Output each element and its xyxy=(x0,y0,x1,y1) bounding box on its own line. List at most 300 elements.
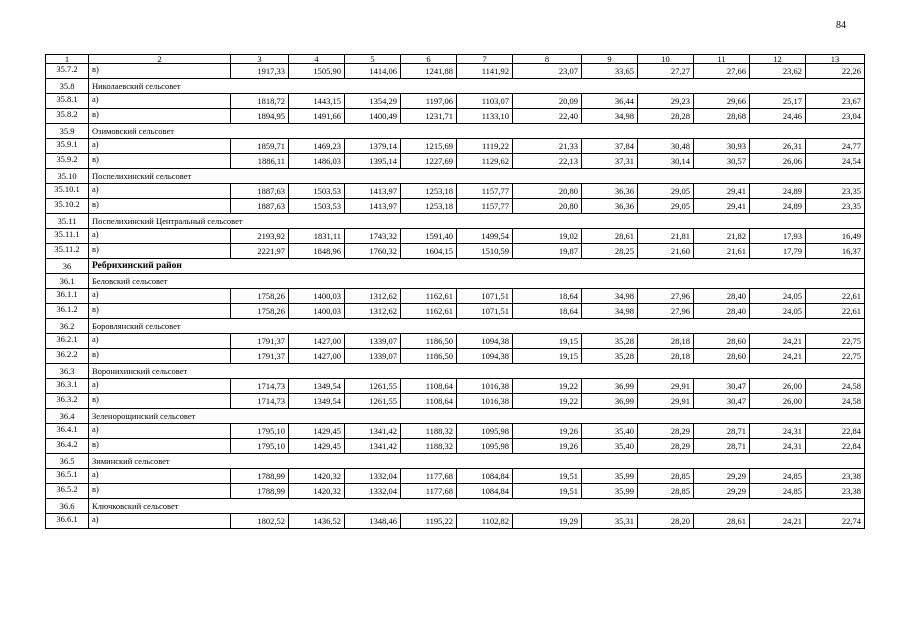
value-cell: 29,91 xyxy=(638,379,694,394)
value-cell: 28,61 xyxy=(582,229,638,244)
value-cell: 29,23 xyxy=(638,94,694,109)
value-cell: 30,93 xyxy=(694,139,750,154)
value-cell: 28,71 xyxy=(694,439,750,454)
value-cell: 29,05 xyxy=(638,199,694,214)
value-cell: 1016,38 xyxy=(457,394,513,409)
value-cell: 22,74 xyxy=(806,514,865,529)
value-cell: 28,18 xyxy=(638,334,694,349)
value-cell: 29,29 xyxy=(694,484,750,499)
row-label: а) xyxy=(89,289,231,304)
table-row xyxy=(46,514,865,529)
value-cell: 1195,22 xyxy=(401,514,457,529)
value-cell: 1429,45 xyxy=(289,424,345,439)
value-cell: 16,49 xyxy=(806,229,865,244)
row-label: в) xyxy=(89,304,231,319)
row-code: 35.10.1 xyxy=(46,184,89,199)
table-row xyxy=(46,334,865,349)
section-row xyxy=(46,124,865,139)
row-code: 35.9.1 xyxy=(46,139,89,154)
value-cell: 1186,50 xyxy=(401,349,457,364)
column-header: 6 xyxy=(401,55,457,64)
value-cell: 1917,33 xyxy=(231,64,289,79)
row-code: 35.8.2 xyxy=(46,109,89,124)
value-cell: 18,64 xyxy=(513,289,582,304)
value-cell: 1802,52 xyxy=(231,514,289,529)
value-cell: 21,33 xyxy=(513,139,582,154)
value-cell: 1162,61 xyxy=(401,289,457,304)
value-cell: 1253,18 xyxy=(401,184,457,199)
value-cell: 1760,32 xyxy=(345,244,401,259)
section-title: Боровлянский сельсовет xyxy=(89,319,865,334)
value-cell: 1071,51 xyxy=(457,304,513,319)
value-cell: 37,84 xyxy=(582,139,638,154)
row-label: в) xyxy=(89,199,231,214)
value-cell: 1831,11 xyxy=(289,229,345,244)
column-header: 2 xyxy=(89,55,231,64)
value-cell: 22,84 xyxy=(806,424,865,439)
value-cell: 23,04 xyxy=(806,109,865,124)
value-cell: 23,35 xyxy=(806,199,865,214)
value-cell: 22,75 xyxy=(806,349,865,364)
value-cell: 22,13 xyxy=(513,154,582,169)
value-cell: 26,00 xyxy=(750,379,806,394)
section-row xyxy=(46,454,865,469)
value-cell: 22,75 xyxy=(806,334,865,349)
value-cell: 28,40 xyxy=(694,304,750,319)
section-title: Озимовский сельсовет xyxy=(89,124,865,139)
section-code: 36.4 xyxy=(46,409,89,424)
row-label: а) xyxy=(89,469,231,484)
value-cell: 17,93 xyxy=(750,229,806,244)
value-cell: 1094,38 xyxy=(457,334,513,349)
table-row xyxy=(46,109,865,124)
value-cell: 1491,66 xyxy=(289,109,345,124)
value-cell: 28,29 xyxy=(638,439,694,454)
section-code: 36.3 xyxy=(46,364,89,379)
value-cell: 24,58 xyxy=(806,394,865,409)
table-row xyxy=(46,289,865,304)
value-cell: 1102,82 xyxy=(457,514,513,529)
section-title: Зеленорощинский сельсовет xyxy=(89,409,865,424)
value-cell: 21,82 xyxy=(694,229,750,244)
row-code: 36.5.1 xyxy=(46,469,89,484)
value-cell: 1341,42 xyxy=(345,424,401,439)
value-cell: 28,71 xyxy=(694,424,750,439)
table-row xyxy=(46,439,865,454)
section-title: Ребрихинский район xyxy=(89,259,865,274)
column-header: 7 xyxy=(457,55,513,64)
value-cell: 16,37 xyxy=(806,244,865,259)
value-cell: 17,79 xyxy=(750,244,806,259)
value-cell: 1227,69 xyxy=(401,154,457,169)
value-cell: 1758,26 xyxy=(231,304,289,319)
value-cell: 1129,62 xyxy=(457,154,513,169)
value-cell: 28,61 xyxy=(694,514,750,529)
section-row xyxy=(46,319,865,334)
value-cell: 2193,92 xyxy=(231,229,289,244)
row-code: 36.3.2 xyxy=(46,394,89,409)
value-cell: 29,05 xyxy=(638,184,694,199)
value-cell: 1791,37 xyxy=(231,349,289,364)
value-cell: 24,31 xyxy=(750,439,806,454)
row-label: в) xyxy=(89,244,231,259)
value-cell: 1413,97 xyxy=(345,199,401,214)
section-row xyxy=(46,79,865,94)
section-title: Ключковский сельсовет xyxy=(89,499,865,514)
value-cell: 28,29 xyxy=(638,424,694,439)
value-cell: 34,98 xyxy=(582,109,638,124)
value-cell: 36,99 xyxy=(582,394,638,409)
value-cell: 21,60 xyxy=(638,244,694,259)
value-cell: 1414,06 xyxy=(345,64,401,79)
row-code: 36.1.1 xyxy=(46,289,89,304)
value-cell: 19,15 xyxy=(513,334,582,349)
value-cell: 1859,71 xyxy=(231,139,289,154)
column-header: 12 xyxy=(750,55,806,64)
row-label: а) xyxy=(89,379,231,394)
value-cell: 1791,37 xyxy=(231,334,289,349)
value-cell: 20,09 xyxy=(513,94,582,109)
value-cell: 22,40 xyxy=(513,109,582,124)
section-code: 36.5 xyxy=(46,454,89,469)
value-cell: 1499,54 xyxy=(457,229,513,244)
table-row xyxy=(46,394,865,409)
value-cell: 1714,73 xyxy=(231,394,289,409)
section-title: Николаевский сельсовет xyxy=(89,79,865,94)
value-cell: 28,25 xyxy=(582,244,638,259)
value-cell: 1469,23 xyxy=(289,139,345,154)
value-cell: 1188,32 xyxy=(401,439,457,454)
section-row xyxy=(46,214,865,229)
page-number: 84 xyxy=(836,20,846,31)
value-cell: 23,67 xyxy=(806,94,865,109)
value-cell: 1400,49 xyxy=(345,109,401,124)
value-cell: 36,44 xyxy=(582,94,638,109)
section-row xyxy=(46,169,865,184)
value-cell: 1591,40 xyxy=(401,229,457,244)
value-cell: 1887,63 xyxy=(231,199,289,214)
row-label: в) xyxy=(89,484,231,499)
value-cell: 24,58 xyxy=(806,379,865,394)
value-cell: 1071,51 xyxy=(457,289,513,304)
table-body xyxy=(46,55,865,529)
value-cell: 1395,14 xyxy=(345,154,401,169)
value-cell: 1427,00 xyxy=(289,334,345,349)
value-cell: 24,05 xyxy=(750,304,806,319)
value-cell: 28,85 xyxy=(638,469,694,484)
value-cell: 1349,54 xyxy=(289,394,345,409)
value-cell: 1604,15 xyxy=(401,244,457,259)
section-row xyxy=(46,499,865,514)
value-cell: 27,96 xyxy=(638,289,694,304)
row-label: в) xyxy=(89,64,231,79)
table-row xyxy=(46,184,865,199)
row-code: 36.4.2 xyxy=(46,439,89,454)
value-cell: 1162,61 xyxy=(401,304,457,319)
value-cell: 1886,11 xyxy=(231,154,289,169)
value-cell: 1848,96 xyxy=(289,244,345,259)
table-row xyxy=(46,64,865,79)
value-cell: 19,15 xyxy=(513,349,582,364)
value-cell: 22,84 xyxy=(806,439,865,454)
value-cell: 1339,07 xyxy=(345,334,401,349)
value-cell: 1084,84 xyxy=(457,469,513,484)
value-cell: 23,38 xyxy=(806,484,865,499)
value-cell: 24,21 xyxy=(750,349,806,364)
value-cell: 22,61 xyxy=(806,304,865,319)
value-cell: 24,31 xyxy=(750,424,806,439)
value-cell: 23,62 xyxy=(750,64,806,79)
column-header: 4 xyxy=(289,55,345,64)
section-row xyxy=(46,364,865,379)
row-code: 36.4.1 xyxy=(46,424,89,439)
value-cell: 30,48 xyxy=(638,139,694,154)
table-row xyxy=(46,349,865,364)
row-label: а) xyxy=(89,514,231,529)
value-cell: 36,36 xyxy=(582,199,638,214)
value-cell: 19,22 xyxy=(513,379,582,394)
value-cell: 19,26 xyxy=(513,424,582,439)
table-row xyxy=(46,229,865,244)
column-header: 5 xyxy=(345,55,401,64)
value-cell: 1095,98 xyxy=(457,424,513,439)
column-header: 3 xyxy=(231,55,289,64)
table-row xyxy=(46,304,865,319)
table-row xyxy=(46,484,865,499)
column-header: 13 xyxy=(806,55,865,64)
value-cell: 1436,52 xyxy=(289,514,345,529)
value-cell: 1133,10 xyxy=(457,109,513,124)
value-cell: 37,31 xyxy=(582,154,638,169)
value-cell: 30,47 xyxy=(694,379,750,394)
value-cell: 24,89 xyxy=(750,184,806,199)
value-cell: 1177,68 xyxy=(401,469,457,484)
row-code: 36.6.1 xyxy=(46,514,89,529)
value-cell: 1758,26 xyxy=(231,289,289,304)
value-cell: 24,85 xyxy=(750,484,806,499)
table-row xyxy=(46,424,865,439)
row-label: в) xyxy=(89,349,231,364)
value-cell: 2221,97 xyxy=(231,244,289,259)
value-cell: 20,80 xyxy=(513,199,582,214)
value-cell: 30,57 xyxy=(694,154,750,169)
table-row xyxy=(46,139,865,154)
value-cell: 1400,03 xyxy=(289,289,345,304)
value-cell: 1253,18 xyxy=(401,199,457,214)
value-cell: 28,85 xyxy=(638,484,694,499)
column-header: 11 xyxy=(694,55,750,64)
section-code: 35.8 xyxy=(46,79,89,94)
value-cell: 1186,50 xyxy=(401,334,457,349)
value-cell: 24,54 xyxy=(806,154,865,169)
value-cell: 18,64 xyxy=(513,304,582,319)
value-cell: 1887,63 xyxy=(231,184,289,199)
value-cell: 24,77 xyxy=(806,139,865,154)
value-cell: 19,29 xyxy=(513,514,582,529)
section-title: Поспелихинский сельсовет xyxy=(89,169,865,184)
value-cell: 24,21 xyxy=(750,514,806,529)
value-cell: 19,51 xyxy=(513,469,582,484)
value-cell: 19,22 xyxy=(513,394,582,409)
tariff-table xyxy=(45,54,865,529)
section-row xyxy=(46,274,865,289)
value-cell: 1788,99 xyxy=(231,469,289,484)
value-cell: 29,66 xyxy=(694,94,750,109)
value-cell: 35,40 xyxy=(582,424,638,439)
value-cell: 1215,69 xyxy=(401,139,457,154)
value-cell: 36,36 xyxy=(582,184,638,199)
value-cell: 1788,99 xyxy=(231,484,289,499)
value-cell: 1312,62 xyxy=(345,289,401,304)
value-cell: 35,40 xyxy=(582,439,638,454)
value-cell: 1818,72 xyxy=(231,94,289,109)
section-code: 35.11 xyxy=(46,214,89,229)
value-cell: 19,87 xyxy=(513,244,582,259)
section-code: 36.2 xyxy=(46,319,89,334)
row-label: а) xyxy=(89,334,231,349)
value-cell: 28,20 xyxy=(638,514,694,529)
row-code: 35.11.2 xyxy=(46,244,89,259)
section-title: Поспелихинский Центральный сельсовет xyxy=(89,214,865,229)
value-cell: 28,60 xyxy=(694,349,750,364)
value-cell: 29,91 xyxy=(638,394,694,409)
value-cell: 1795,10 xyxy=(231,424,289,439)
table-row xyxy=(46,94,865,109)
column-header: 8 xyxy=(513,55,582,64)
value-cell: 28,60 xyxy=(694,334,750,349)
value-cell: 24,46 xyxy=(750,109,806,124)
value-cell: 1341,42 xyxy=(345,439,401,454)
value-cell: 28,18 xyxy=(638,349,694,364)
value-cell: 1379,14 xyxy=(345,139,401,154)
section-title: Воронихинский сельсовет xyxy=(89,364,865,379)
value-cell: 1177,68 xyxy=(401,484,457,499)
value-cell: 26,00 xyxy=(750,394,806,409)
value-cell: 1188,32 xyxy=(401,424,457,439)
value-cell: 1261,55 xyxy=(345,394,401,409)
value-cell: 1332,04 xyxy=(345,484,401,499)
value-cell: 1084,84 xyxy=(457,484,513,499)
value-cell: 23,07 xyxy=(513,64,582,79)
section-code: 35.10 xyxy=(46,169,89,184)
column-header: 1 xyxy=(46,55,89,64)
value-cell: 1241,88 xyxy=(401,64,457,79)
value-cell: 36,99 xyxy=(582,379,638,394)
row-code: 35.11.1 xyxy=(46,229,89,244)
value-cell: 28,40 xyxy=(694,289,750,304)
value-cell: 22,26 xyxy=(806,64,865,79)
section-row xyxy=(46,409,865,424)
value-cell: 28,68 xyxy=(694,109,750,124)
row-code: 35.10.2 xyxy=(46,199,89,214)
district-row xyxy=(46,259,865,274)
row-code: 36.5.2 xyxy=(46,484,89,499)
value-cell: 1486,03 xyxy=(289,154,345,169)
row-code: 36.3.1 xyxy=(46,379,89,394)
row-code: 35.7.2 xyxy=(46,64,89,79)
value-cell: 1095,98 xyxy=(457,439,513,454)
value-cell: 26,06 xyxy=(750,154,806,169)
value-cell: 1197,06 xyxy=(401,94,457,109)
value-cell: 27,27 xyxy=(638,64,694,79)
table-row xyxy=(46,244,865,259)
value-cell: 23,35 xyxy=(806,184,865,199)
value-cell: 1894,95 xyxy=(231,109,289,124)
row-label: а) xyxy=(89,184,231,199)
value-cell: 1108,64 xyxy=(401,394,457,409)
value-cell: 19,26 xyxy=(513,439,582,454)
value-cell: 33,65 xyxy=(582,64,638,79)
header-row xyxy=(46,55,865,64)
row-code: 36.1.2 xyxy=(46,304,89,319)
row-label: в) xyxy=(89,394,231,409)
value-cell: 1429,45 xyxy=(289,439,345,454)
value-cell: 21,81 xyxy=(638,229,694,244)
value-cell: 35,99 xyxy=(582,484,638,499)
value-cell: 1427,00 xyxy=(289,349,345,364)
value-cell: 1157,77 xyxy=(457,184,513,199)
value-cell: 25,17 xyxy=(750,94,806,109)
value-cell: 1413,97 xyxy=(345,184,401,199)
row-label: в) xyxy=(89,154,231,169)
value-cell: 19,02 xyxy=(513,229,582,244)
value-cell: 1016,38 xyxy=(457,379,513,394)
value-cell: 1505,90 xyxy=(289,64,345,79)
value-cell: 1141,92 xyxy=(457,64,513,79)
value-cell: 24,85 xyxy=(750,469,806,484)
value-cell: 34,98 xyxy=(582,304,638,319)
value-cell: 1108,64 xyxy=(401,379,457,394)
row-code: 36.2.2 xyxy=(46,349,89,364)
value-cell: 1400,03 xyxy=(289,304,345,319)
value-cell: 29,41 xyxy=(694,184,750,199)
value-cell: 24,05 xyxy=(750,289,806,304)
value-cell: 35,28 xyxy=(582,334,638,349)
value-cell: 1443,15 xyxy=(289,94,345,109)
row-code: 35.8.1 xyxy=(46,94,89,109)
column-header: 10 xyxy=(638,55,694,64)
section-title: Беловский сельсовет xyxy=(89,274,865,289)
column-header: 9 xyxy=(582,55,638,64)
value-cell: 19,51 xyxy=(513,484,582,499)
value-cell: 1231,71 xyxy=(401,109,457,124)
value-cell: 35,31 xyxy=(582,514,638,529)
value-cell: 27,66 xyxy=(694,64,750,79)
value-cell: 1420,32 xyxy=(289,484,345,499)
value-cell: 1119,22 xyxy=(457,139,513,154)
table-row xyxy=(46,154,865,169)
value-cell: 24,89 xyxy=(750,199,806,214)
value-cell: 22,61 xyxy=(806,289,865,304)
value-cell: 30,47 xyxy=(694,394,750,409)
value-cell: 1312,62 xyxy=(345,304,401,319)
value-cell: 20,80 xyxy=(513,184,582,199)
value-cell: 24,21 xyxy=(750,334,806,349)
section-code: 36.6 xyxy=(46,499,89,514)
section-code: 35.9 xyxy=(46,124,89,139)
value-cell: 1332,04 xyxy=(345,469,401,484)
value-cell: 28,28 xyxy=(638,109,694,124)
section-code: 36.1 xyxy=(46,274,89,289)
row-label: в) xyxy=(89,439,231,454)
value-cell: 27,96 xyxy=(638,304,694,319)
value-cell: 35,99 xyxy=(582,469,638,484)
value-cell: 1339,07 xyxy=(345,349,401,364)
value-cell: 1261,55 xyxy=(345,379,401,394)
row-label: а) xyxy=(89,424,231,439)
value-cell: 1743,32 xyxy=(345,229,401,244)
value-cell: 23,38 xyxy=(806,469,865,484)
